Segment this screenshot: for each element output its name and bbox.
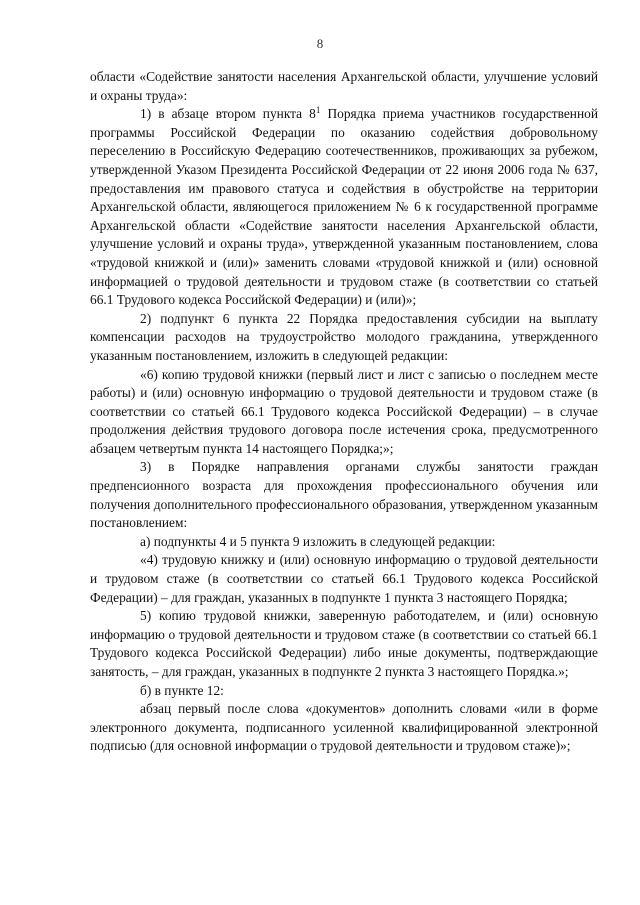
page-number: 8 [316, 36, 324, 51]
item-1-text-rest: Порядка приема участников государственной программы Российской Федерации по оказанию содействия добровольному переселению в Российскую Федерацию соотечественников, проживающих за рубежом, утвержденной Указом Президента Российской Федерации от 22 июня 2006 года № 637, предоставления им правового статуса и содействия в обустройстве на территории Архангельской области, являющегося приложением № 6 к государственной программе Архангельской области «Содействие занятости населения Архангельской области, улучшение условий и охраны труда», утвержденной указанным постановлением, слова «трудовой книжкой и (или)» заменить словами «трудовой книжкой и (или) основной информацией о трудовой деятельности и трудовом стаже (в соответствии со статьей 66.1 Трудового кодекса Российской Федерации) и (или)»; [90, 106, 599, 308]
paragraph-subitem-4: «4) трудовую книжку и (или) основную информацию о трудовой деятельности и трудовом стаже (в соответствии со статьей 66.1 Трудового кодекса Российской Федерации) – для граждан, указанных в подпункте 1 пункта 3 настоящего Порядка; [90, 552, 598, 605]
paragraph-subitem-b: б) в пункте 12: [140, 682, 224, 698]
paragraph-first-abzac: абзац первый после слова «документов» дополнить словами «или в форме электронного документа, подписанного усиленной квалифицированной электронной подписью (для основной информации о трудовой деятельности и трудовом стаже)»; [90, 701, 598, 754]
paragraph-item-1 [90, 105, 598, 310]
paragraph-subitem-5: 5) копию трудовой книжки, заверенную работодателем, и (или) основную информацию о трудовой деятельности и трудовом стаже (в соответствии со статьей 66.1 Трудового кодекса Российской Федерации) либо иные документы, подтверждающие занятость, – для граждан, указанных в подпункте 2 пункта 3 настоящего Порядка.»; [90, 608, 598, 679]
document-body [90, 68, 598, 756]
paragraph-continuation: области «Содействие занятости населения Архангельской области, улучшение условий и охраны труда»: [90, 69, 598, 103]
item-1-text-start: 1) в абзаце втором пункта 8 [140, 106, 316, 122]
paragraph-subitem-6: «6) копию трудовой книжки (первый лист и лист с записью о последнем месте работы) и (или) основную информацию о трудовой деятельности и трудовом стаже (в соответствии со статьей 66.1 Трудового кодекса Российской Федерации) – в случае продолжения действия трудового договора после истечения срока, предусмотренного абзацем четвертым пункта 14 настоящего Порядка;»; [90, 366, 598, 456]
paragraph-item-3: 3) в Порядке направления органами службы занятости граждан предпенсионного возраста для прохождения профессионального обучения или получения дополнительного профессионального образования, утвержденном указанным постановлением: [90, 459, 598, 531]
superscript-one: 1 [315, 105, 321, 116]
paragraph-subitem-a: а) подпункты 4 и 5 пункта 9 изложить в следующей редакции: [140, 533, 496, 549]
paragraph-item-2: 2) подпункт 6 пункта 22 Порядка предоставления субсидии на выплату компенсации расходов на трудоустройство молодого гражданина, утвержденного указанным постановлением, изложить в следующей редакции: [90, 310, 598, 363]
